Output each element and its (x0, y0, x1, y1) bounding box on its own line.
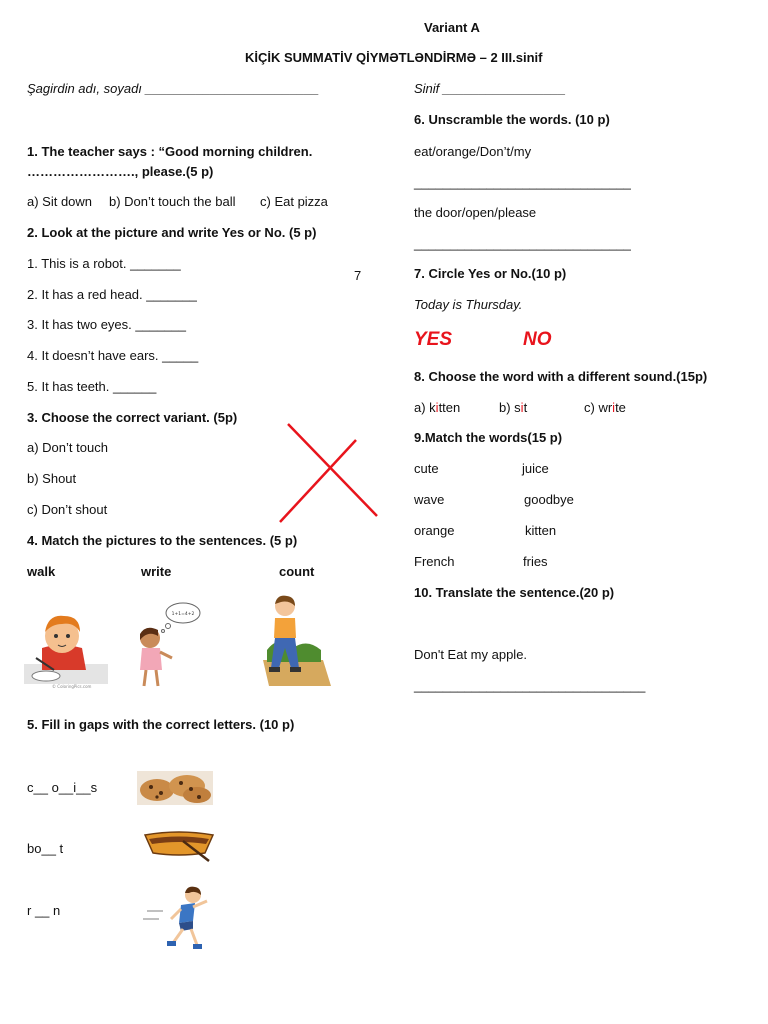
q3-option-c: c) Don’t shout (27, 502, 108, 517)
q4-heading: 4. Match the pictures to the sentences. (5 p) (27, 533, 298, 548)
q9-left-word: orange (414, 523, 455, 538)
highlighted-letter: i (435, 400, 439, 415)
no-option: NO (523, 329, 552, 350)
highlighted-letter: i (520, 400, 524, 415)
q5-item-cookies: c__ o__i__s (27, 780, 98, 795)
q6-item-2: the door/open/please (414, 205, 537, 220)
q3-heading: 3. Choose the correct variant. (5p) (27, 410, 238, 425)
svg-text:© ColoringPics.com: © ColoringPics.com (52, 684, 92, 689)
q5-item-run: r __ n (27, 903, 61, 918)
q6-heading: 6. Unscramble the words. (10 p) (414, 112, 610, 127)
q9-left-word: cute (414, 461, 439, 476)
q2-item: 4. It doesn’t have ears. _____ (27, 348, 199, 363)
class-blank: _________________ (442, 81, 566, 96)
q8-option-c: c) write (584, 400, 626, 415)
margin-number: 7 (354, 268, 362, 283)
q10-answer-blank: ________________________________ (414, 678, 646, 693)
highlighted-letter: i (612, 400, 616, 415)
q2-heading: 2. Look at the picture and write Yes or No. (5 p) (27, 225, 317, 240)
q1-option-a: a) Sit down (27, 194, 93, 209)
q1-line1: 1. The teacher says : “Good morning children. (27, 144, 313, 159)
q9-right-word: juice (522, 461, 549, 476)
q1-option-c: c) Eat pizza (260, 194, 328, 209)
q2-item: 3. It has two eyes. _______ (27, 317, 186, 332)
q1-option-b: b) Don’t touch the ball (109, 194, 236, 209)
q9-right-word: kitten (525, 523, 557, 538)
class-line (414, 81, 566, 97)
q4-word-walk: walk (27, 564, 56, 579)
class-label: Sinif (414, 81, 440, 96)
q2-item: 2. It has a red head. _______ (27, 287, 197, 302)
girl-thinking-image (128, 600, 202, 690)
student-name-label: Şagirdin adı, soyadı (27, 81, 142, 96)
q10-heading: 10. Translate the sentence.(20 p) (414, 585, 615, 600)
q6-item-1: eat/orange/Don’t/my (414, 144, 532, 159)
q6-blank-2: ______________________________ (414, 236, 631, 251)
q4-word-count: count (279, 564, 315, 579)
q1-line2: ……………………., please.(5 p) (27, 164, 214, 179)
q2-item: 5. It has teeth. ______ (27, 379, 157, 394)
q8-option-a: a) kitten (414, 400, 461, 415)
q8-option-b: b) sit (499, 400, 528, 415)
q3-option-b: b) Shout (27, 471, 77, 486)
boy-writing-image (20, 604, 112, 690)
q5-item-boat: bo__ t (27, 841, 64, 856)
q3-option-a: a) Don’t touch (27, 440, 108, 455)
q7-sentence: Today is Thursday. (414, 297, 523, 312)
q9-heading: 9.Match the words(15 p) (414, 430, 563, 445)
q2-item: 1. This is a robot. _______ (27, 256, 181, 271)
q9-right-word: goodbye (524, 492, 574, 507)
q7-heading: 7. Circle Yes or No.(10 p) (414, 266, 567, 281)
q9-left-word: French (414, 554, 455, 569)
q10-sentence: Don't Eat my apple. (414, 647, 528, 662)
q8-heading: 8. Choose the word with a different sound.(15p) (414, 369, 708, 384)
q4-word-write: write (141, 564, 172, 579)
boat-image (143, 825, 215, 867)
variant-label: Variant A (424, 20, 480, 35)
q9-right-word: fries (523, 554, 548, 569)
yes-option: YES (414, 329, 453, 350)
thought-bubble-text: 1+1=4+2 (171, 612, 195, 617)
q5-heading: 5. Fill in gaps with the correct letters. (10 p) (27, 717, 295, 732)
student-name-blank: ________________________ (145, 81, 320, 96)
q6-blank-1: ______________________________ (414, 175, 631, 190)
red-cross-mark (276, 420, 382, 524)
cookies-image (137, 771, 213, 805)
q9-left-word: wave (414, 492, 445, 507)
test-title: KİÇİK SUMMATİV QİYMƏTLƏNDİRMƏ – 2 III.sinif (245, 50, 543, 65)
running-boy-image (143, 885, 213, 955)
boy-walking-image (263, 594, 333, 690)
student-name-line (27, 81, 319, 97)
